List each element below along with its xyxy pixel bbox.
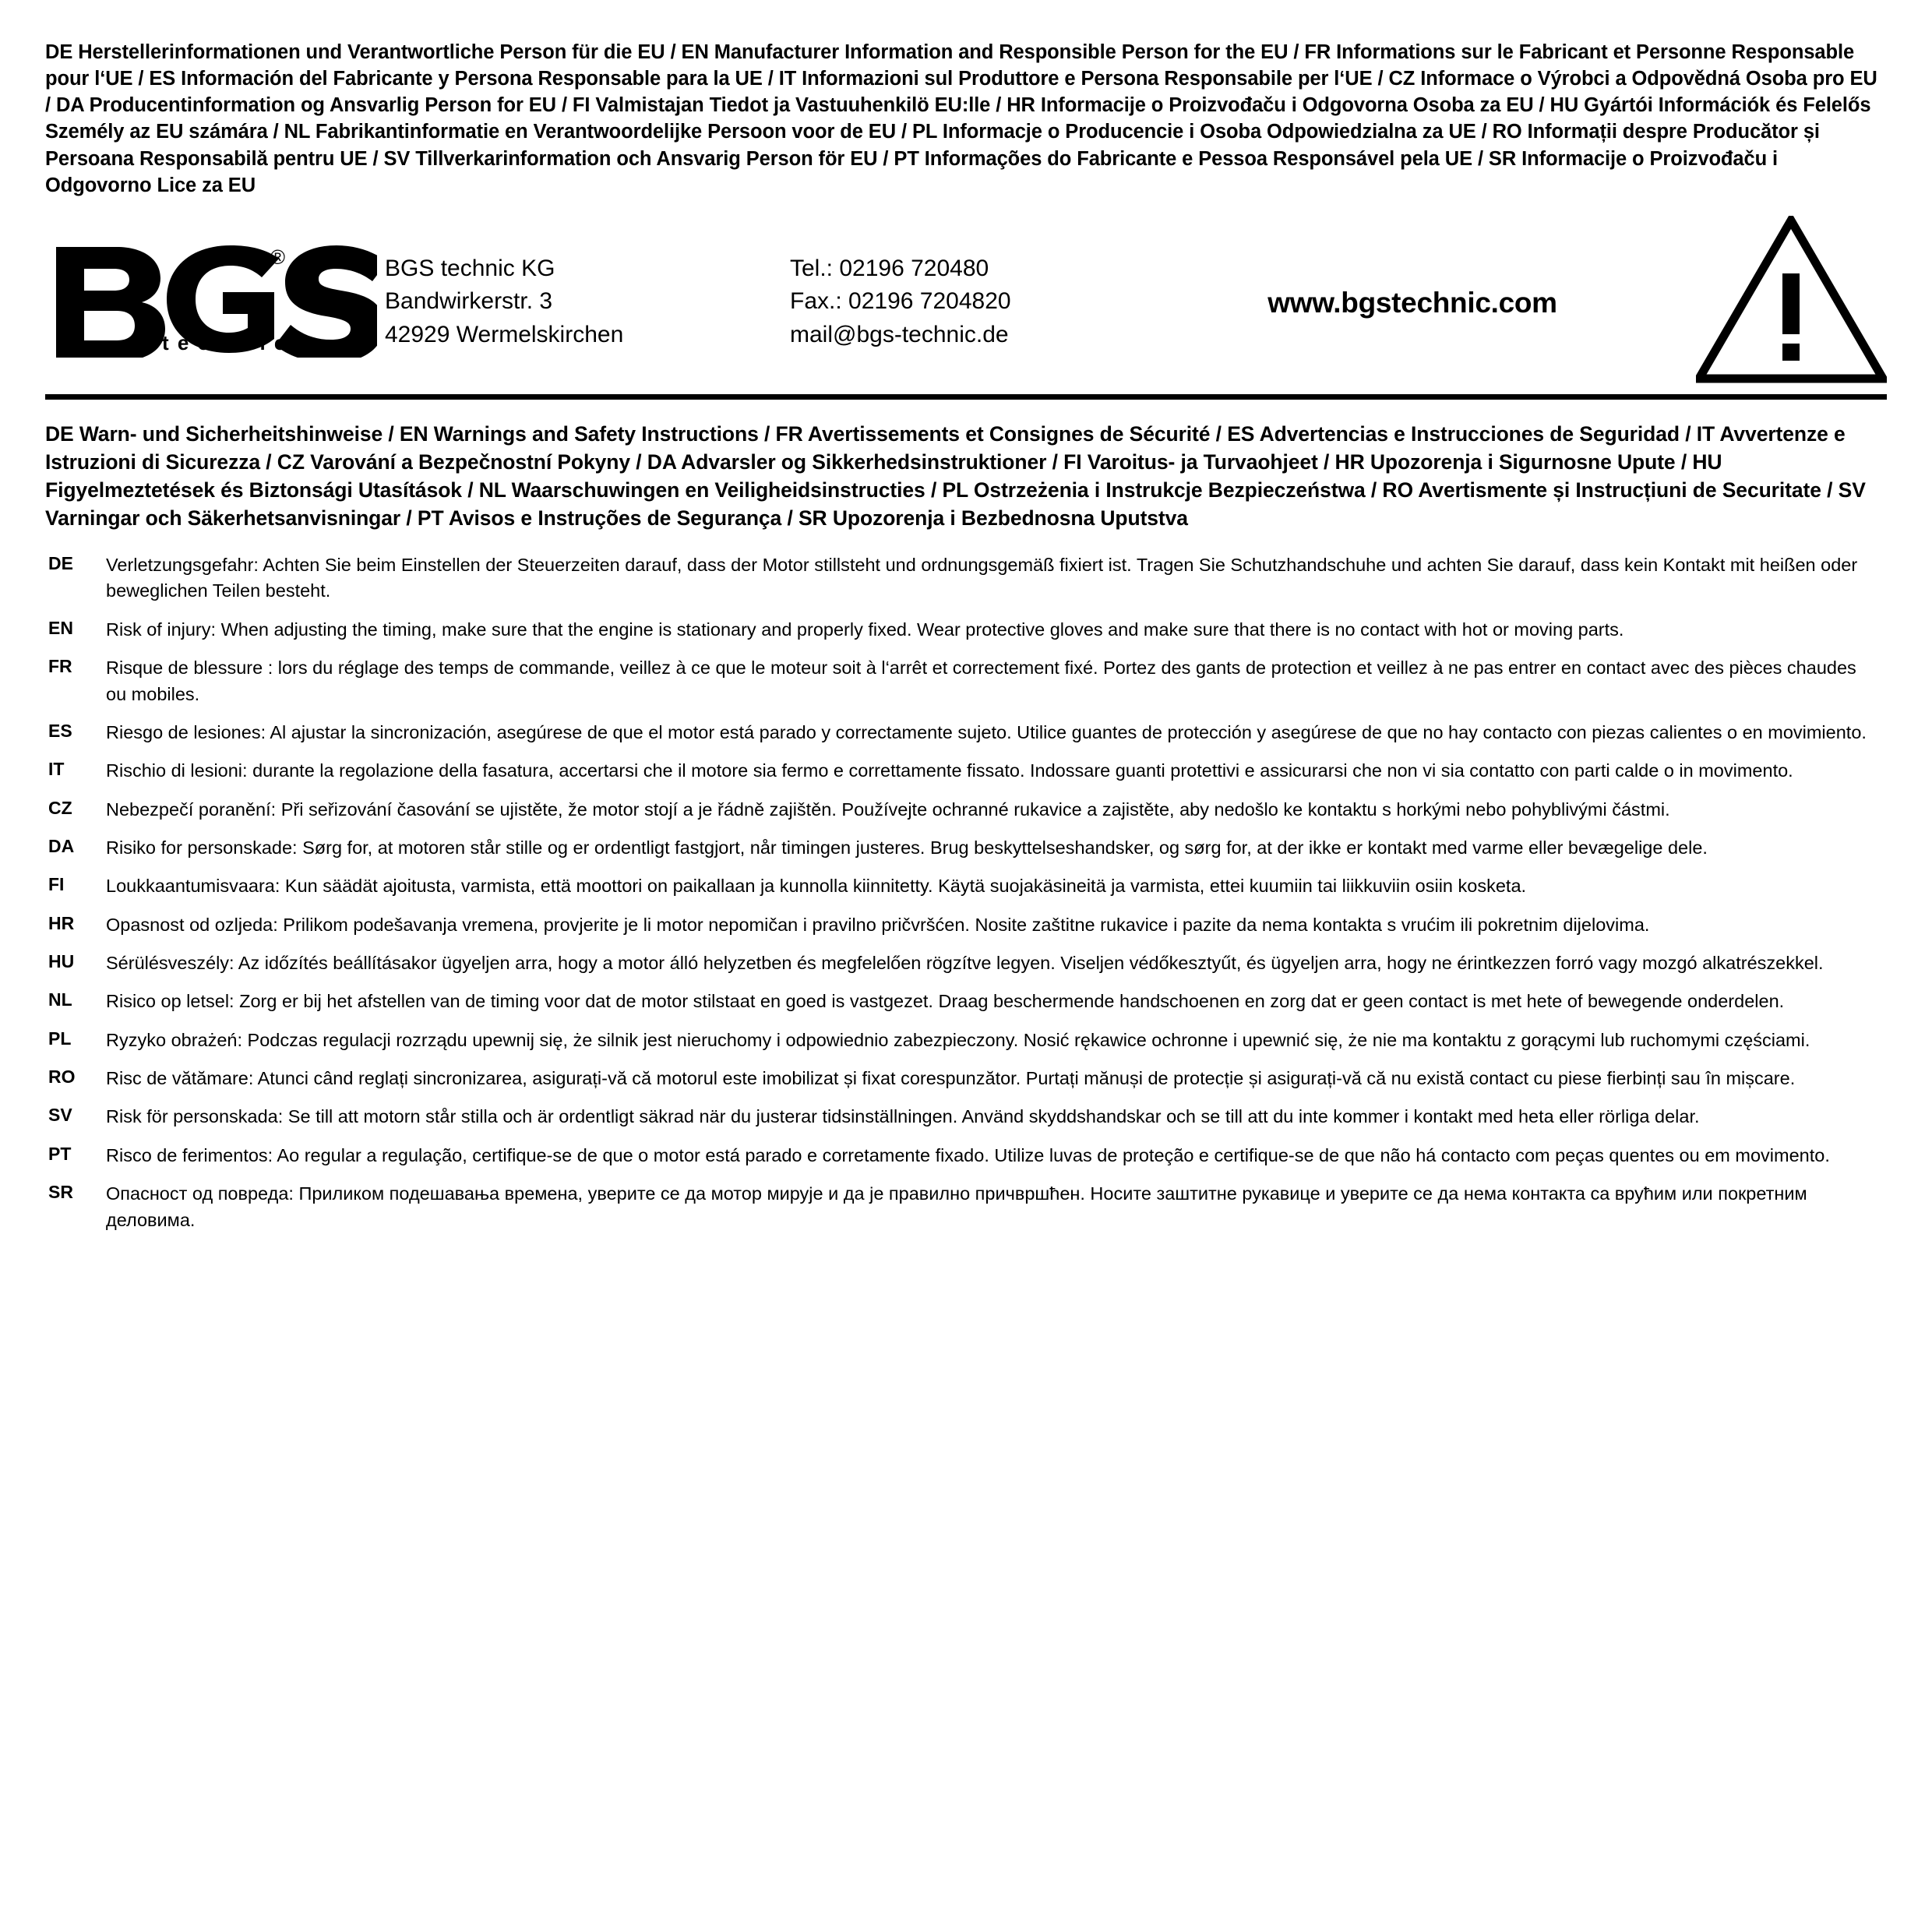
language-code: PT bbox=[48, 1143, 72, 1164]
list-item bbox=[45, 950, 1887, 976]
company-street: Bandwirkerstr. 3 bbox=[385, 288, 553, 315]
bgs-logo-subtext: t e c h n i c bbox=[162, 331, 287, 355]
warnings-safety-heading: DE Warn- und Sicherheitshinweise / EN Warnings and Safety Instructions / FR Avertissements et Consignes de Sécurité / ES Advertencias e Instrucciones de Seguridad / IT Avvertenze e Istruzioni di Sicurezza / CZ Varování a Bezpečnostní Pokyny / DA Advarsler og Sikkerhedsinstruktioner / FI Varoitus- ja Turvaohjeet / HR Upozorenja i Sigurnosne Upute / HU Figyelmeztetések és Biztonsági Utasítások / NL Waarschuwingen en Veiligheidsinstructies / PL Ostrzeżenia i Instrukcje Bezpieczeństwa / RO Avertismente și Instrucțiuni de Securitate / SV Varningar och Säkerhetsanvisningar / PT Avisos e Instruções de Segurança / SR Upozorenja i Bezbednosna Uputstva bbox=[45, 421, 1866, 531]
language-code: PL bbox=[48, 1028, 72, 1049]
instruction-text: Risco de ferimentos: Ao regular a regulação, certifique-se de que o motor está parado e corretamente fixado. Utilize luvas de proteção e certifique-se de que não há contacto com peças quentes ou em movimento. bbox=[106, 1144, 1830, 1165]
list-item bbox=[45, 835, 1887, 861]
language-code: ES bbox=[48, 720, 72, 741]
list-item bbox=[45, 912, 1887, 938]
instruction-text: Nebezpečí poranění: Při seřizování časování se ujistěte, že motor stojí a je řádně zajištěn. Používejte ochranné rukavice a zajistěte, aby nedošlo ke kontaktu s horkými nebo pohyblivými částmi. bbox=[106, 799, 1670, 820]
list-item bbox=[45, 989, 1887, 1014]
company-fax: Fax.: 02196 7204820 bbox=[790, 288, 1011, 315]
instruction-text: Opasnost od ozljeda: Prilikom podešavanja vremena, provjerite je li motor nepomičan i pravilno pričvršćen. Nosite zaštitne rukavice i pazite da nema kontakta s vrućim ili pokretnim dijelovima. bbox=[106, 914, 1650, 935]
language-code: DE bbox=[48, 553, 73, 574]
language-code: NL bbox=[48, 989, 72, 1010]
list-item bbox=[45, 1181, 1887, 1233]
instruction-text: Risico op letsel: Zorg er bij het afstellen van de timing voor dat de motor stilstaat en goed is vastgezet. Draag beschermende handschoenen en zorg dat er geen contact is met hete of bewegende onderdelen. bbox=[106, 991, 1785, 1012]
language-code: HU bbox=[48, 951, 75, 972]
list-item bbox=[45, 655, 1887, 707]
list-item bbox=[45, 1066, 1887, 1091]
instruction-text: Ryzyko obrażeń: Podczas regulacji rozrządu upewnij się, że silnik jest nieruchomy i odpowiednio zabezpieczony. Nosić rękawice ochronne i upewnić się, że nie ma kontaktu z gorącymi lub ruchomymi częściami. bbox=[106, 1029, 1810, 1050]
instruction-text: Risk of injury: When adjusting the timing, make sure that the engine is stationary and properly fixed. Wear protective gloves and make sure that there is no contact with hot or moving parts. bbox=[106, 619, 1624, 640]
company-tel: Tel.: 02196 720480 bbox=[790, 255, 989, 281]
instruction-text: Loukkaantumisvaara: Kun säädät ajoitusta, varmista, että moottori on paikallaan ja kunnolla kiinnitetty. Käytä suojakäsineitä ja varmista, ettei kuumiin tai liikkuviin osiin kosketa. bbox=[106, 876, 1527, 897]
instruction-text: Risiko for personskade: Sørg for, at motoren står stille og er ordentligt fastgjort, når timingen justeres. Brug beskyttelseshandsker, og sørg for, at der ikke er kontakt med varme eller bevægelige dele. bbox=[106, 837, 1708, 858]
instruction-text: Risc de vătămare: Atunci când reglați sincronizarea, asigurați-vă că motorul este imobilizat și fixat corespunzător. Purtați mănuși de protecție și asigurați-vă că nu există contact cu piese fierbinți sau în mișcare. bbox=[106, 1068, 1796, 1089]
instruction-text: Sérülésveszély: Az időzítés beállításakor ügyeljen arra, hogy a motor álló helyzetben és megfelelően rögzítve legyen. Viseljen védőkesztyűt, és ügyeljen arra, hogy ne érintkezzen forró vagy mozgó alkatrészekkel. bbox=[106, 953, 1824, 974]
company-website[interactable]: www.bgstechnic.com bbox=[1267, 287, 1557, 319]
warning-triangle bbox=[1669, 216, 1887, 383]
language-code: IT bbox=[48, 759, 65, 780]
company-contact bbox=[790, 248, 1156, 352]
instruction-text: Rischio di lesioni: durante la regolazione della fasatura, accertarsi che il motore sia fermo e correttamente fissato. Indossare guanti protettivi e assicurarsi che non vi sia contatto con parti calde o in movimento. bbox=[106, 760, 1793, 781]
instruction-text: Riesgo de lesiones: Al ajustar la sincronización, asegúrese de que el motor está parado y correctamente sujeto. Utilice guantes de protección y asegúrese de que no hay contacto con piezas calientes o en movimiento. bbox=[106, 721, 1867, 742]
language-code: FI bbox=[48, 874, 65, 895]
language-code: SV bbox=[48, 1105, 72, 1126]
list-item bbox=[45, 758, 1887, 784]
list-item bbox=[45, 720, 1887, 746]
language-code: SR bbox=[48, 1182, 73, 1203]
warning-triangle-icon bbox=[1696, 216, 1887, 383]
company-city: 42929 Wermelskirchen bbox=[385, 321, 624, 347]
instructions-list bbox=[45, 552, 1887, 1233]
language-code: CZ bbox=[48, 797, 72, 818]
company-name: BGS technic KG bbox=[385, 255, 555, 281]
list-item bbox=[45, 797, 1887, 823]
list-item bbox=[45, 617, 1887, 643]
list-item bbox=[45, 1104, 1887, 1130]
language-code: FR bbox=[48, 656, 72, 677]
list-item bbox=[45, 1028, 1887, 1053]
language-code: RO bbox=[48, 1066, 76, 1088]
company-address bbox=[385, 248, 790, 352]
language-code: HR bbox=[48, 912, 75, 933]
instruction-text: Verletzungsgefahr: Achten Sie beim Einstellen der Steuerzeiten darauf, dass der Motor stillsteht und ordnungsgemäß fixiert ist. Tragen Sie Schutzhandschuhe und achten Sie darauf, dass kein Kontakt mit heißen oder beweglichen Teilen besteht. bbox=[106, 555, 1858, 601]
bgs-logo bbox=[45, 241, 385, 358]
language-code: DA bbox=[48, 835, 75, 856]
list-item bbox=[45, 873, 1887, 899]
instruction-text: Опасност од повреда: Приликом подешавања времена, уверите се да мотор мирује и да је правилно причвршћен. Носите заштитне рукавице и уверите се да нема контакта са врућим или покретним деловима. bbox=[106, 1183, 1807, 1230]
company-email[interactable]: mail@bgs-technic.de bbox=[790, 321, 1009, 347]
language-code: EN bbox=[48, 617, 73, 638]
list-item bbox=[45, 1143, 1887, 1169]
registered-trademark-symbol: ® bbox=[270, 245, 285, 270]
manufacturer-info-heading: DE Herstellerinformationen und Verantwortliche Person für die EU / EN Manufacturer Information and Responsible Person for the EU / FR Informations sur le Fabricant et Personne Responsable pour l‘UE / ES Información del Fabricante y Persona Responsable para la UE / IT Informazioni sul Produttore e Persona Responsabile per l‘UE / CZ Informace o Výrobci a Odpovědná Osoba pro EU / DA Producentinformation og Ansvarlig Person for EU / FI Valmistajan Tiedot ja Vastuuhenkilö EU:lle / HR Informacije o Proizvođaču i Odgovorna Osoba za EU / HU Gyártói Információk és Felelős Személy az EU számára / NL Fabrikantinformatie en Verantwoordelijke Persoon voor de EU / PL Informacje o Producencie i Osoba Odpowiedzialna za UE / RO Informații despre Producător și Persoana Responsabilă pentru UE / SV Tillverkarinformation och Ansvarig Person för EU / PT Informações do Fabricante e Pessoa Responsável pela UE / SR Informacije o Proizvođaču i Odgovorno Lice za EU bbox=[45, 41, 1877, 196]
instruction-text: Risque de blessure : lors du réglage des temps de commande, veillez à ce que le moteur soit à l‘arrêt et correctement fixé. Portez des gants de protection et veillez à ne pas entrer en contact avec des pièces chaudes ou mobiles. bbox=[106, 658, 1856, 704]
list-item bbox=[45, 552, 1887, 605]
instruction-text: Risk för personskada: Se till att motorn står stilla och är ordentligt säkrad när du justerar tidsinställningen. Använd skyddshandskar och se till att du inte kommer i kontakt med heta eller rörliga delar. bbox=[106, 1106, 1700, 1127]
company-info-band bbox=[45, 216, 1887, 400]
